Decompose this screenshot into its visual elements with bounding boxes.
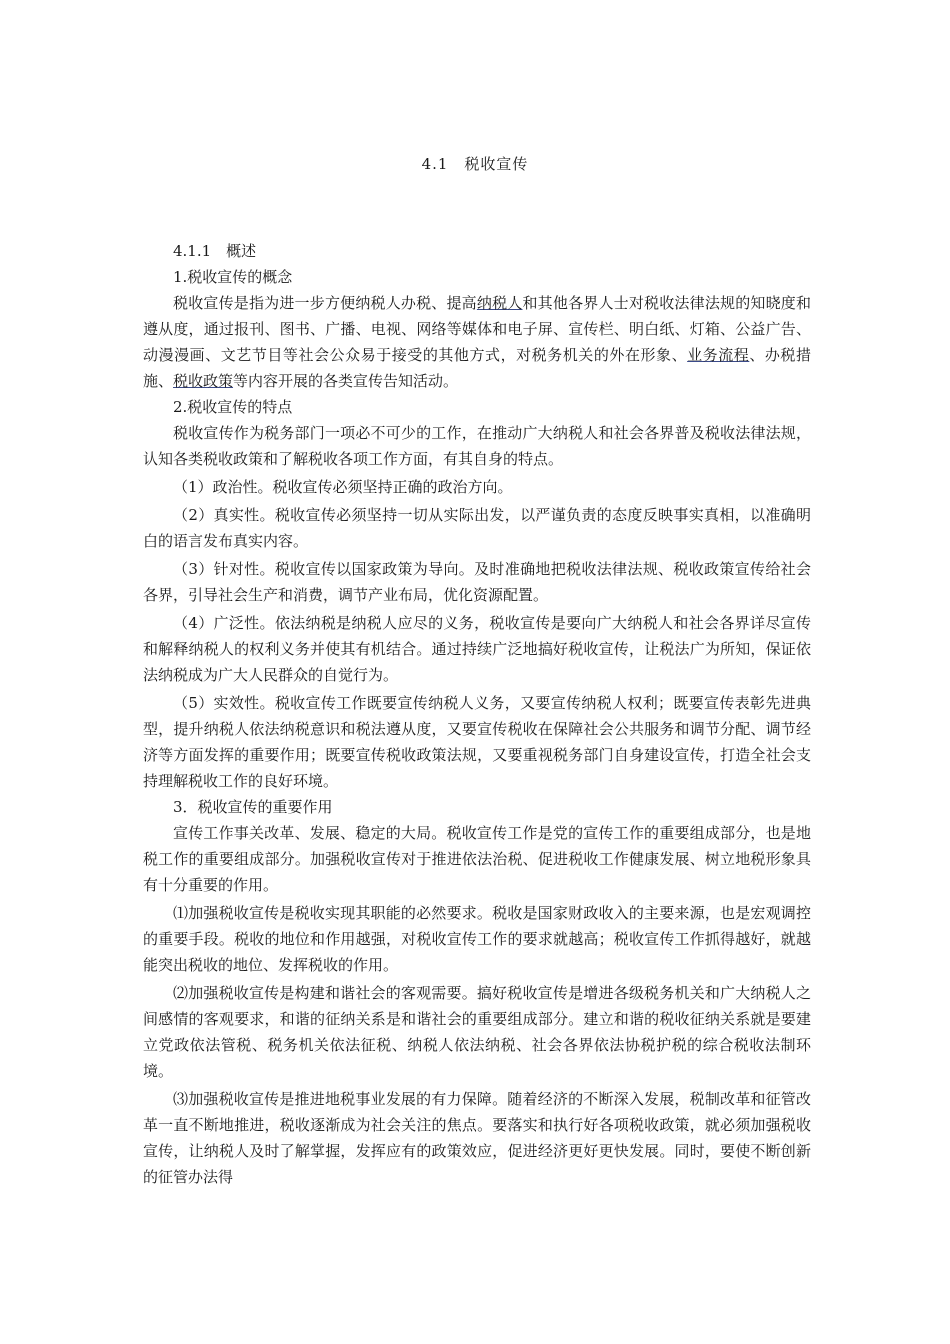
paragraph-concept xyxy=(143,290,811,394)
paragraph-importance-intro: 宣传工作事关改革、发展、稳定的大局。税收宣传工作是党的宣传工作的重要组成部分，也是地税工作的重要组成部分。加强税收宣传对于推进依法治税、促进税收工作健康发展、树立地税形象具有十分重要的作用。 xyxy=(143,824,811,894)
role-item-2: ⑵加强税收宣传是构建和谐社会的客观需要。搞好税收宣传是增进各级税务机关和广大纳税人之间感情的客观要求，和谐的征纳关系是和谐社会的重要组成部分。建立和谐的税收征纳关系就是要建立党政依法管税、税务机关依法征税、纳税人依法纳税、社会各界依法协税护税的综合税收法制环境。 xyxy=(143,984,811,1080)
paragraph-features-intro: 税收宣传作为税务部门一项必不可少的工作，在推动广大纳税人和社会各界普及税收法律法规，认知各类税收政策和了解税收各项工作方面，有其自身的特点。 xyxy=(143,424,811,468)
role-item-1: ⑴加强税收宣传是税收实现其职能的必然要求。税收是国家财政收入的主要来源，也是宏观调控的重要手段。税收的地位和作用越强，对税收宣传工作的要求就越高；税收宣传工作抓得越好，就越能突出税收的地位、发挥税收的作用。 xyxy=(143,904,811,974)
link-tax-policy[interactable]: 税收政策 xyxy=(173,372,234,390)
text-run: 和其他各界人士对税收法律法规的知晓度和遵从度，通过报刊、图书、广播、电视、网络等媒体和电子屏、宣传栏、明白纸、灯箱、公益广告、动漫漫画、文艺节目等社会公众易于接受的其他方式，对税务机关的外在形象、 xyxy=(143,294,811,364)
text-run: 等内容开展的各类宣传告知活动。 xyxy=(233,372,459,390)
section-heading: 4.1.1 概述 xyxy=(173,242,257,260)
link-taxpayer[interactable]: 纳税人 xyxy=(476,294,523,312)
subheading-importance: 3．税收宣传的重要作用 xyxy=(173,798,333,816)
subheading-features: 2.税收宣传的特点 xyxy=(173,398,293,416)
feature-political: （1）政治性。税收宣传必须坚持正确的政治方向。 xyxy=(173,478,513,496)
page-title: 4.1 税收宣传 xyxy=(421,155,529,173)
subheading-concept: 1.税收宣传的概念 xyxy=(173,268,293,286)
text-run: 税收宣传是指为进一步方便纳税人办税、提高 xyxy=(173,294,477,312)
text-run: 、办税措施、 xyxy=(143,346,811,390)
role-item-3: ⑶加强税收宣传是推进地税事业发展的有力保障。随着经济的不断深入发展，税制改革和征管改革一直不断地推进，税收逐渐成为社会关注的焦点。要落实和执行好各项税收政策，就必须加强税收宣传，让纳税人及时了解掌握，发挥应有的政策效应，促进经济更好更快发展。同时，要使不断创新的征管办法得 xyxy=(143,1090,811,1186)
link-business-process[interactable]: 业务流程 xyxy=(687,346,750,364)
feature-broad: （4）广泛性。依法纳税是纳税人应尽的义务，税收宣传是要向广大纳税人和社会各界详尽宣传和解释纳税人的权利义务并使其有机结合。通过持续广泛地搞好税收宣传，让税法广为所知，保证依法纳税成为广大人民群众的自觉行为。 xyxy=(143,614,811,684)
feature-targeted: （3）针对性。税收宣传以国家政策为导向。及时准确地把税收法律法规、税收政策宣传给社会各界，引导社会生产和消费，调节产业布局，优化资源配置。 xyxy=(143,560,811,604)
feature-truthful: （2）真实性。税收宣传必须坚持一切从实际出发，以严谨负责的态度反映事实真相，以准确明白的语言发布真实内容。 xyxy=(143,506,811,550)
feature-effective: （5）实效性。税收宣传工作既要宣传纳税人义务，又要宣传纳税人权利；既要宣传表彰先进典型，提升纳税人依法纳税意识和税法遵从度，又要宣传税收在保障社会公共服务和调节分配、调节经济等方面发挥的重要作用；既要宣传税收政策法规，又要重视税务部门自身建设宣传，打造全社会支持理解税收工作的良好环境。 xyxy=(143,694,811,790)
document-body xyxy=(143,238,811,1190)
